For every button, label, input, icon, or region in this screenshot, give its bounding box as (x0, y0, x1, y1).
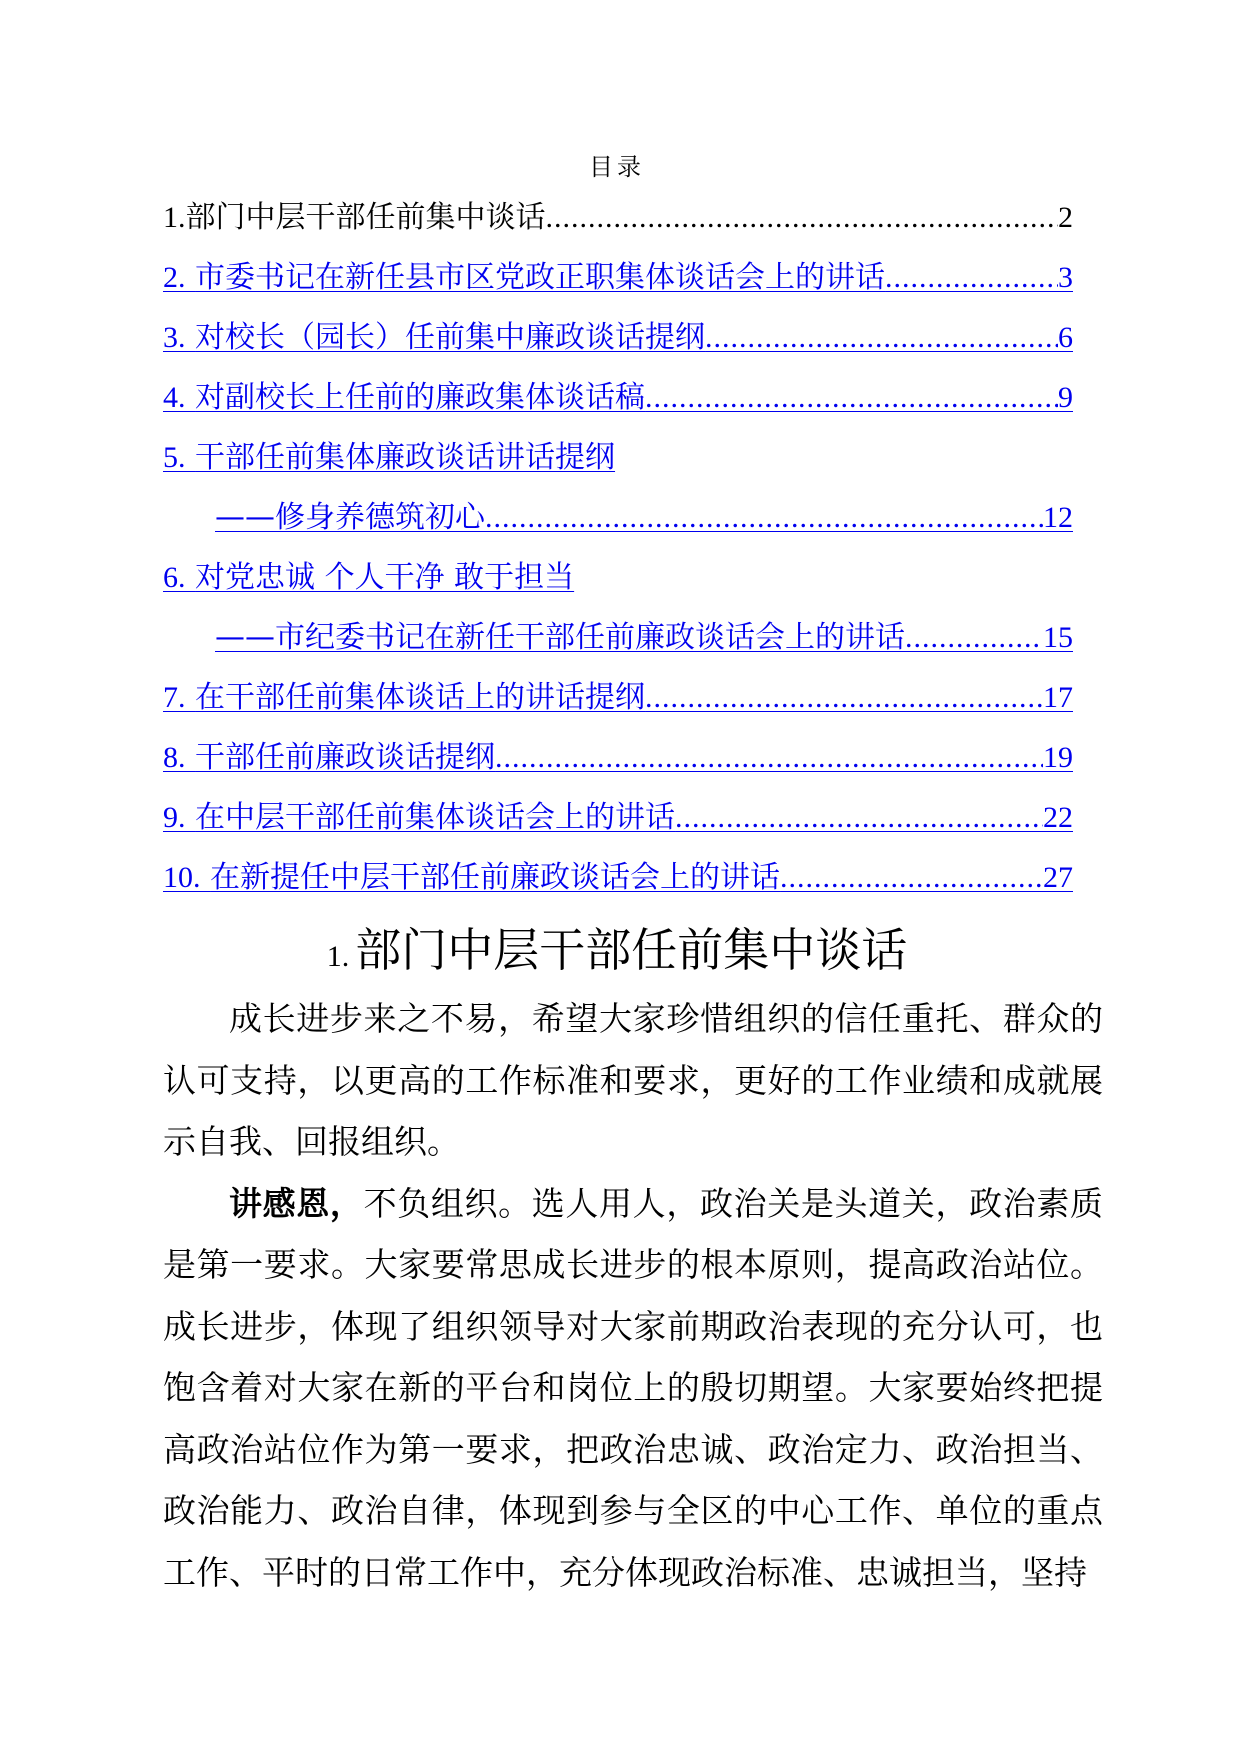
article-title (0, 918, 1234, 989)
toc-entry-title: 在新提任中层干部任前廉政谈话会上的讲话 (210, 860, 781, 895)
article-title-number: 1. (326, 940, 350, 973)
toc-leader-dots (495, 728, 1043, 788)
toc-entry-title: 在干部任前集体谈话上的讲话提纲 (195, 680, 646, 715)
toc-leader-dots (905, 608, 1043, 668)
toc-entry-1[interactable] (163, 188, 1073, 248)
toc-entry-page: 2 (1058, 201, 1073, 234)
toc-entry-6[interactable] (163, 548, 1073, 608)
toc-entry-subtitle: ——修身养德筑初心 (215, 500, 485, 535)
toc-heading: 目录 (589, 153, 645, 181)
toc-entry-number: 1. (163, 201, 186, 234)
paragraph-2-lead: 讲感恩， (229, 1183, 364, 1223)
toc-entry-title: 在中层干部任前集体谈话会上的讲话 (195, 800, 676, 835)
toc-entry-number: 6. (163, 561, 186, 594)
toc-entry-page: 3 (1058, 261, 1073, 294)
toc-entry-title: 部门中层干部任前集中谈话 (185, 200, 546, 235)
toc-entry-page: 15 (1043, 621, 1073, 654)
paragraph-1: 成长进步来之不易，希望大家珍惜组织的信任重托、群众的认可支持，以更高的工作标准和要求，更好的工作业绩和成就展示自我、回报组织。 (163, 999, 1103, 1161)
toc-entry-number: 10. (163, 861, 201, 894)
article-title-text: 部门中层干部任前集中谈话 (355, 923, 908, 977)
toc-entry-8[interactable] (163, 728, 1073, 788)
toc-leader-dots (705, 308, 1058, 368)
toc-leader-dots (546, 188, 1059, 248)
toc-entry-number: 3. (163, 321, 186, 354)
toc-entry-4[interactable] (163, 368, 1073, 428)
toc-entry-number: 8. (163, 741, 186, 774)
toc-entry-5-subtitle[interactable] (163, 488, 1073, 548)
toc-entry-5[interactable] (163, 428, 1073, 488)
toc-leader-dots (645, 668, 1043, 728)
toc-leader-dots (675, 788, 1043, 848)
toc-entry-page: 9 (1058, 381, 1073, 414)
toc-leader-dots (885, 248, 1058, 308)
paragraph-2 (163, 1173, 1103, 1604)
toc-entry-number: 4. (163, 381, 186, 414)
toc-entry-page: 12 (1043, 501, 1073, 534)
toc-entry-subtitle: ——市纪委书记在新任干部任前廉政谈话会上的讲话 (215, 620, 905, 655)
toc-entry-page: 19 (1043, 741, 1073, 774)
toc-entry-page: 6 (1058, 321, 1073, 354)
toc-entry-6-subtitle[interactable] (163, 608, 1073, 668)
toc-leader-dots (780, 848, 1043, 908)
toc-entry-number: 2. (163, 261, 186, 294)
toc-entry-10[interactable] (163, 848, 1073, 908)
toc-entry-page: 27 (1043, 861, 1073, 894)
toc-entry-title: 对党忠诚 个人干净 敢于担当 (195, 560, 575, 595)
toc-entry-title: 干部任前廉政谈话提纲 (195, 740, 496, 775)
toc-entry-2[interactable] (163, 248, 1073, 308)
toc-entry-3[interactable] (163, 308, 1073, 368)
paragraph-2-text: 不负组织。选人用人，政治关是头道关，政治素质是第一要求。大家要常思成长进步的根本原则，提高政治站位。成长进步，体现了组织领导对大家前期政治表现的充分认可，也饱含着对大家在新的平台和岗位上的殷切期望。大家要始终把提高政治站位作为第一要求，把政治忠诚、政治定力、政治担当、政治能力、政治自律，体现到参与全区的中心工作、单位的重点工作、平时的日常工作中，充分体现政治标准、忠诚担当，坚持 (163, 1183, 1104, 1592)
toc-entry-page: 17 (1043, 681, 1073, 714)
toc-entry-9[interactable] (163, 788, 1073, 848)
toc-entry-title: 对校长（园长）任前集中廉政谈话提纲 (195, 320, 706, 355)
toc-leader-dots (485, 488, 1043, 548)
toc-entry-title: 干部任前集体廉政谈话讲话提纲 (195, 440, 616, 475)
table-of-contents (163, 188, 1073, 908)
article-body (163, 988, 1103, 1603)
toc-entry-number: 5. (163, 441, 186, 474)
toc-entry-title: 对副校长上任前的廉政集体谈话稿 (195, 380, 646, 415)
toc-entry-number: 7. (163, 681, 186, 714)
toc-entry-7[interactable] (163, 668, 1073, 728)
toc-entry-page: 22 (1043, 801, 1073, 834)
toc-entry-title: 市委书记在新任县市区党政正职集体谈话会上的讲话 (195, 260, 886, 295)
toc-leader-dots (645, 368, 1058, 428)
toc-entry-number: 9. (163, 801, 186, 834)
